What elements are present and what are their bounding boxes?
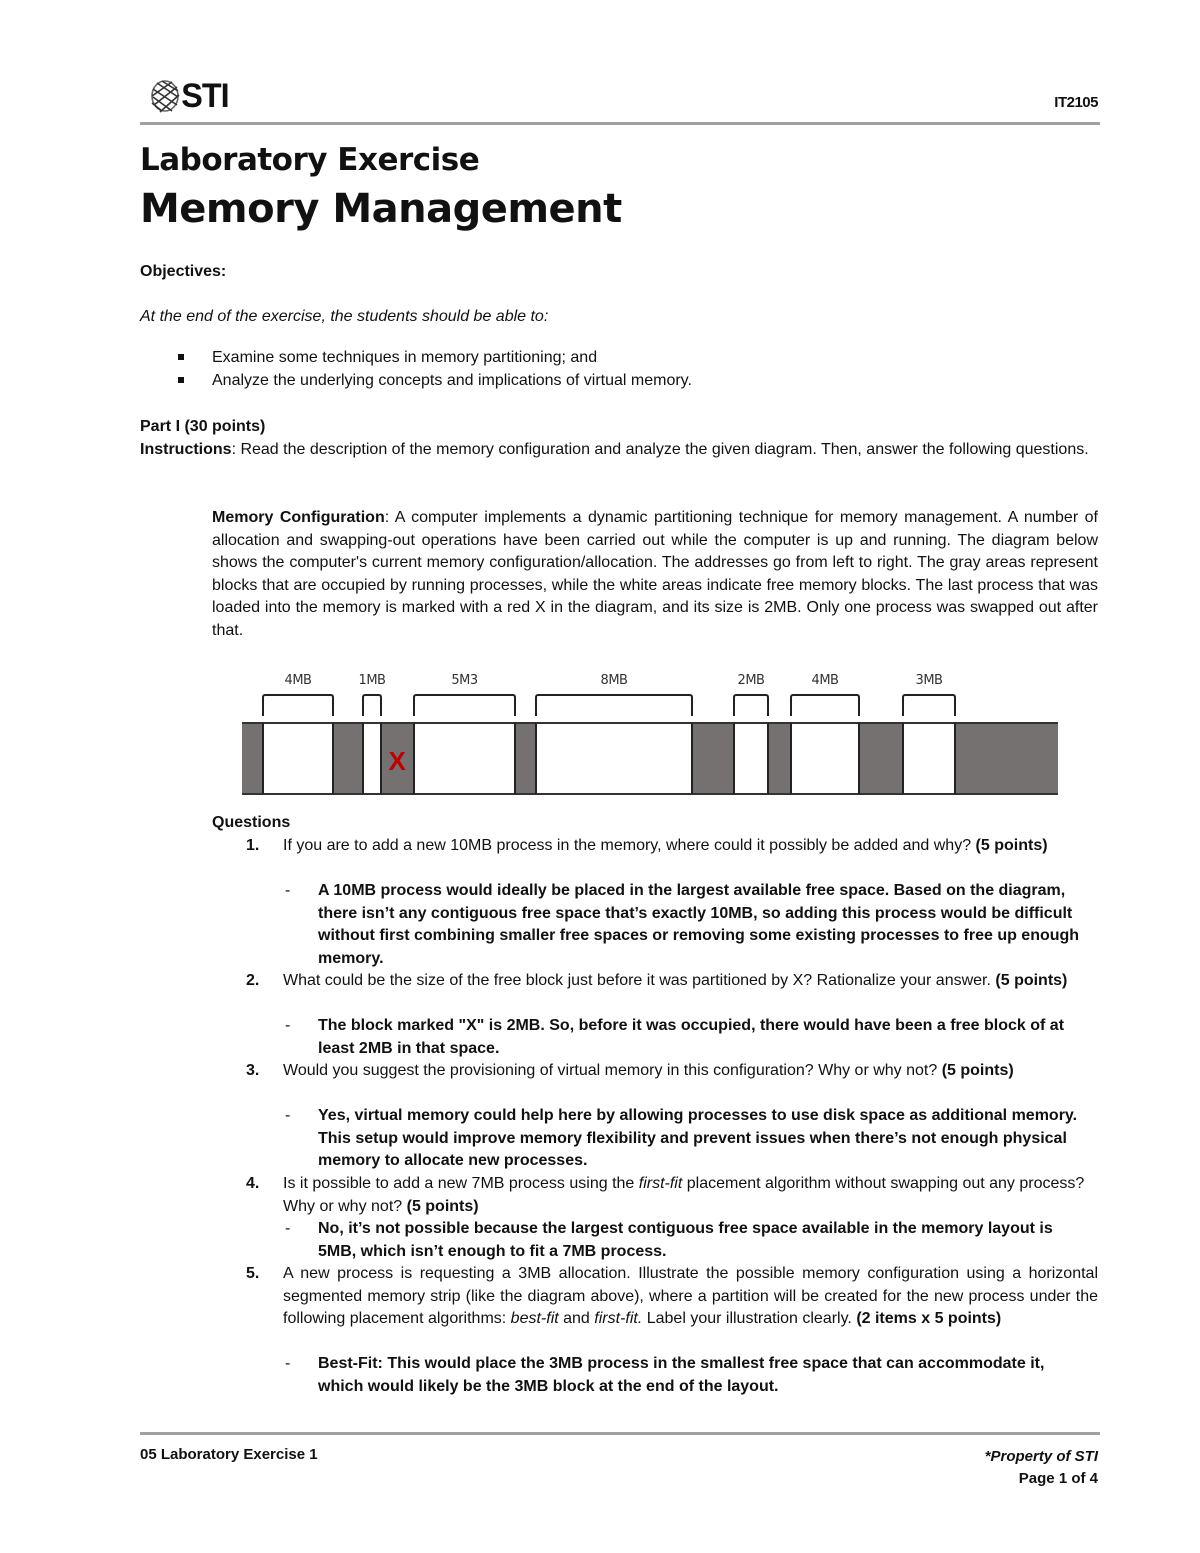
question-text (283, 970, 1083, 993)
bracket-label: 1MB (358, 673, 386, 688)
answer-text: Yes, virtual memory could help here by allowing processes to use disk space as additional memory. This setup would improve memory flexibility and prevent issues when there’s not enough physical memory to allocate new processes. (318, 1107, 1078, 1169)
bracket-label: 4MB (811, 673, 839, 688)
objectives-heading: Objectives: (140, 263, 227, 280)
objectives-intro: At the end of the exercise, the students should be able to: (140, 308, 549, 325)
question-text (283, 1263, 1098, 1331)
bracket (535, 694, 693, 716)
question-emphasis: first-fit. (594, 1310, 643, 1327)
question-body: A new process is requesting a 3MB allocation. Illustrate the possible memory configuration using a horizontal segmented memory strip (like the diagram above), where a partition will be created for the new process under the following placement algorithms: (283, 1265, 1098, 1327)
question-points: (5 points) (995, 972, 1068, 989)
globe-icon (150, 79, 180, 113)
footer-document-id: 05 Laboratory Exercise 1 (140, 1446, 318, 1463)
free-block (733, 722, 769, 795)
bullet-icon (178, 377, 184, 383)
occupied-block (242, 722, 262, 795)
question-body: Label your illustration clearly. (642, 1310, 852, 1327)
question-number: 1. (246, 837, 260, 854)
occupied-block (693, 722, 733, 795)
instructions-label: Instructions (140, 441, 232, 458)
bracket-label: 2MB (737, 673, 765, 688)
config-text: : A computer implements a dynamic partitioning technique for memory management. A number of allocation and swapping-out operations have been carried out while the computer is up and running. The diagram below shows the computer's current memory configuration/allocation. The addresses go from left to right. The gray areas represent blocks that are occupied by running processes, while the white areas indicate free memory blocks. The last process that was loaded into the memory is marked with a red X in the diagram, and its size is 2MB. Only one process was swapped out after that. (212, 509, 1098, 639)
question-points: (5 points) (406, 1197, 479, 1215)
bracket-label: 3MB (915, 673, 943, 688)
bracket (413, 694, 516, 716)
answer-dash: - (285, 1017, 291, 1034)
memory-configuration (212, 507, 1098, 642)
question-body: Is it possible to add a new 7MB process using the (283, 1175, 639, 1192)
header-rule (140, 122, 1100, 125)
occupied-block (860, 722, 902, 795)
answer-text: The block marked "X" is 2MB. So, before it was occupied, there would have been a free block of at least 2MB in that space. (318, 1017, 1065, 1057)
part1-heading: Part I (30 points) (140, 418, 266, 435)
bracket (733, 694, 769, 716)
free-block (790, 722, 860, 795)
footer-property: *Property of STI (984, 1448, 1098, 1465)
bracket-label: 8MB (600, 673, 628, 688)
memory-strip-diagram (242, 722, 1058, 795)
occupied-block (334, 722, 362, 795)
question-body: placement algorithm without swapping out any process? Why or why not? (283, 1175, 1085, 1215)
occupied-block (769, 722, 790, 795)
sti-logo (150, 76, 230, 116)
footer-rule (140, 1432, 1100, 1435)
question-text (283, 1060, 1098, 1083)
question-number: 5. (246, 1265, 260, 1282)
answer-text: Best-Fit: This would place the 3MB process in the smallest free space that can accommodate it, which would likely be the 3MB block at the end of the layout. (318, 1355, 1045, 1395)
answer-text: A 10MB process would ideally be placed in the largest available free space. Based on the diagram, there isn’t any contiguous free space that’s exactly 10MB, so adding this process would be difficult without first combining smaller free spaces or removing some existing processes to free up enough memory. (318, 882, 1080, 967)
bracket (902, 694, 956, 716)
course-code: IT2105 (1054, 94, 1098, 111)
bracket (362, 694, 382, 716)
free-block (362, 722, 382, 795)
red-x-marker-icon: X (388, 746, 406, 776)
bracket (262, 694, 334, 716)
part1-instructions (140, 439, 1100, 462)
answer-dash: - (285, 882, 291, 899)
question-body: What could be the size of the free block just before it was partitioned by X? Rationalize your answer. (283, 972, 991, 989)
answer-dash: - (285, 1220, 291, 1237)
question-text (283, 835, 1083, 858)
bracket-label: 5M3 (451, 673, 478, 688)
answer-dash: - (285, 1107, 291, 1124)
instructions-text: : Read the description of the memory configuration and analyze the given diagram. Then, answer the following questions. (231, 441, 1089, 458)
question-emphasis: first-fit (638, 1175, 683, 1192)
question-number: 2. (246, 972, 260, 989)
question-body: Would you suggest the provisioning of virtual memory in this configuration? Why or why not? (283, 1062, 938, 1079)
bullet-icon (178, 354, 184, 360)
objective-item: Examine some techniques in memory partitioning; and (212, 349, 598, 366)
document-subtitle: Laboratory Exercise (140, 142, 480, 178)
question-body: If you are to add a new 10MB process in the memory, where could it possibly be added and why? (283, 837, 972, 854)
answer-text: No, it’s not possible because the largest contiguous free space available in the memory layout is 5MB, which isn’t enough to fit a 7MB process. (318, 1220, 1053, 1260)
document-title: Memory Management (140, 186, 622, 232)
bracket-label: 4MB (284, 673, 312, 688)
footer-right (985, 1446, 1098, 1490)
question-points: (5 points) (975, 837, 1048, 854)
bracket (790, 694, 860, 716)
answer-dash: - (285, 1355, 291, 1372)
free-block (535, 722, 693, 795)
free-block (413, 722, 516, 795)
question-emphasis: best-fit (510, 1310, 559, 1327)
question-body: and (558, 1310, 595, 1327)
free-block (902, 722, 956, 795)
objective-item: Analyze the underlying concepts and implications of virtual memory. (212, 372, 692, 389)
question-points: (2 items x 5 points) (856, 1310, 1002, 1327)
occupied-block (516, 722, 535, 795)
config-label: Memory Configuration (212, 509, 385, 526)
questions-heading: Questions (212, 814, 291, 831)
occupied-block (382, 722, 413, 795)
logo-text: STI (181, 76, 229, 115)
free-block (262, 722, 334, 795)
footer-page-number: Page 1 of 4 (1018, 1470, 1098, 1487)
question-points: (5 points) (941, 1062, 1014, 1079)
question-number: 3. (246, 1062, 260, 1079)
question-number: 4. (246, 1175, 260, 1192)
occupied-block (956, 722, 1058, 795)
question-text (283, 1173, 1098, 1218)
